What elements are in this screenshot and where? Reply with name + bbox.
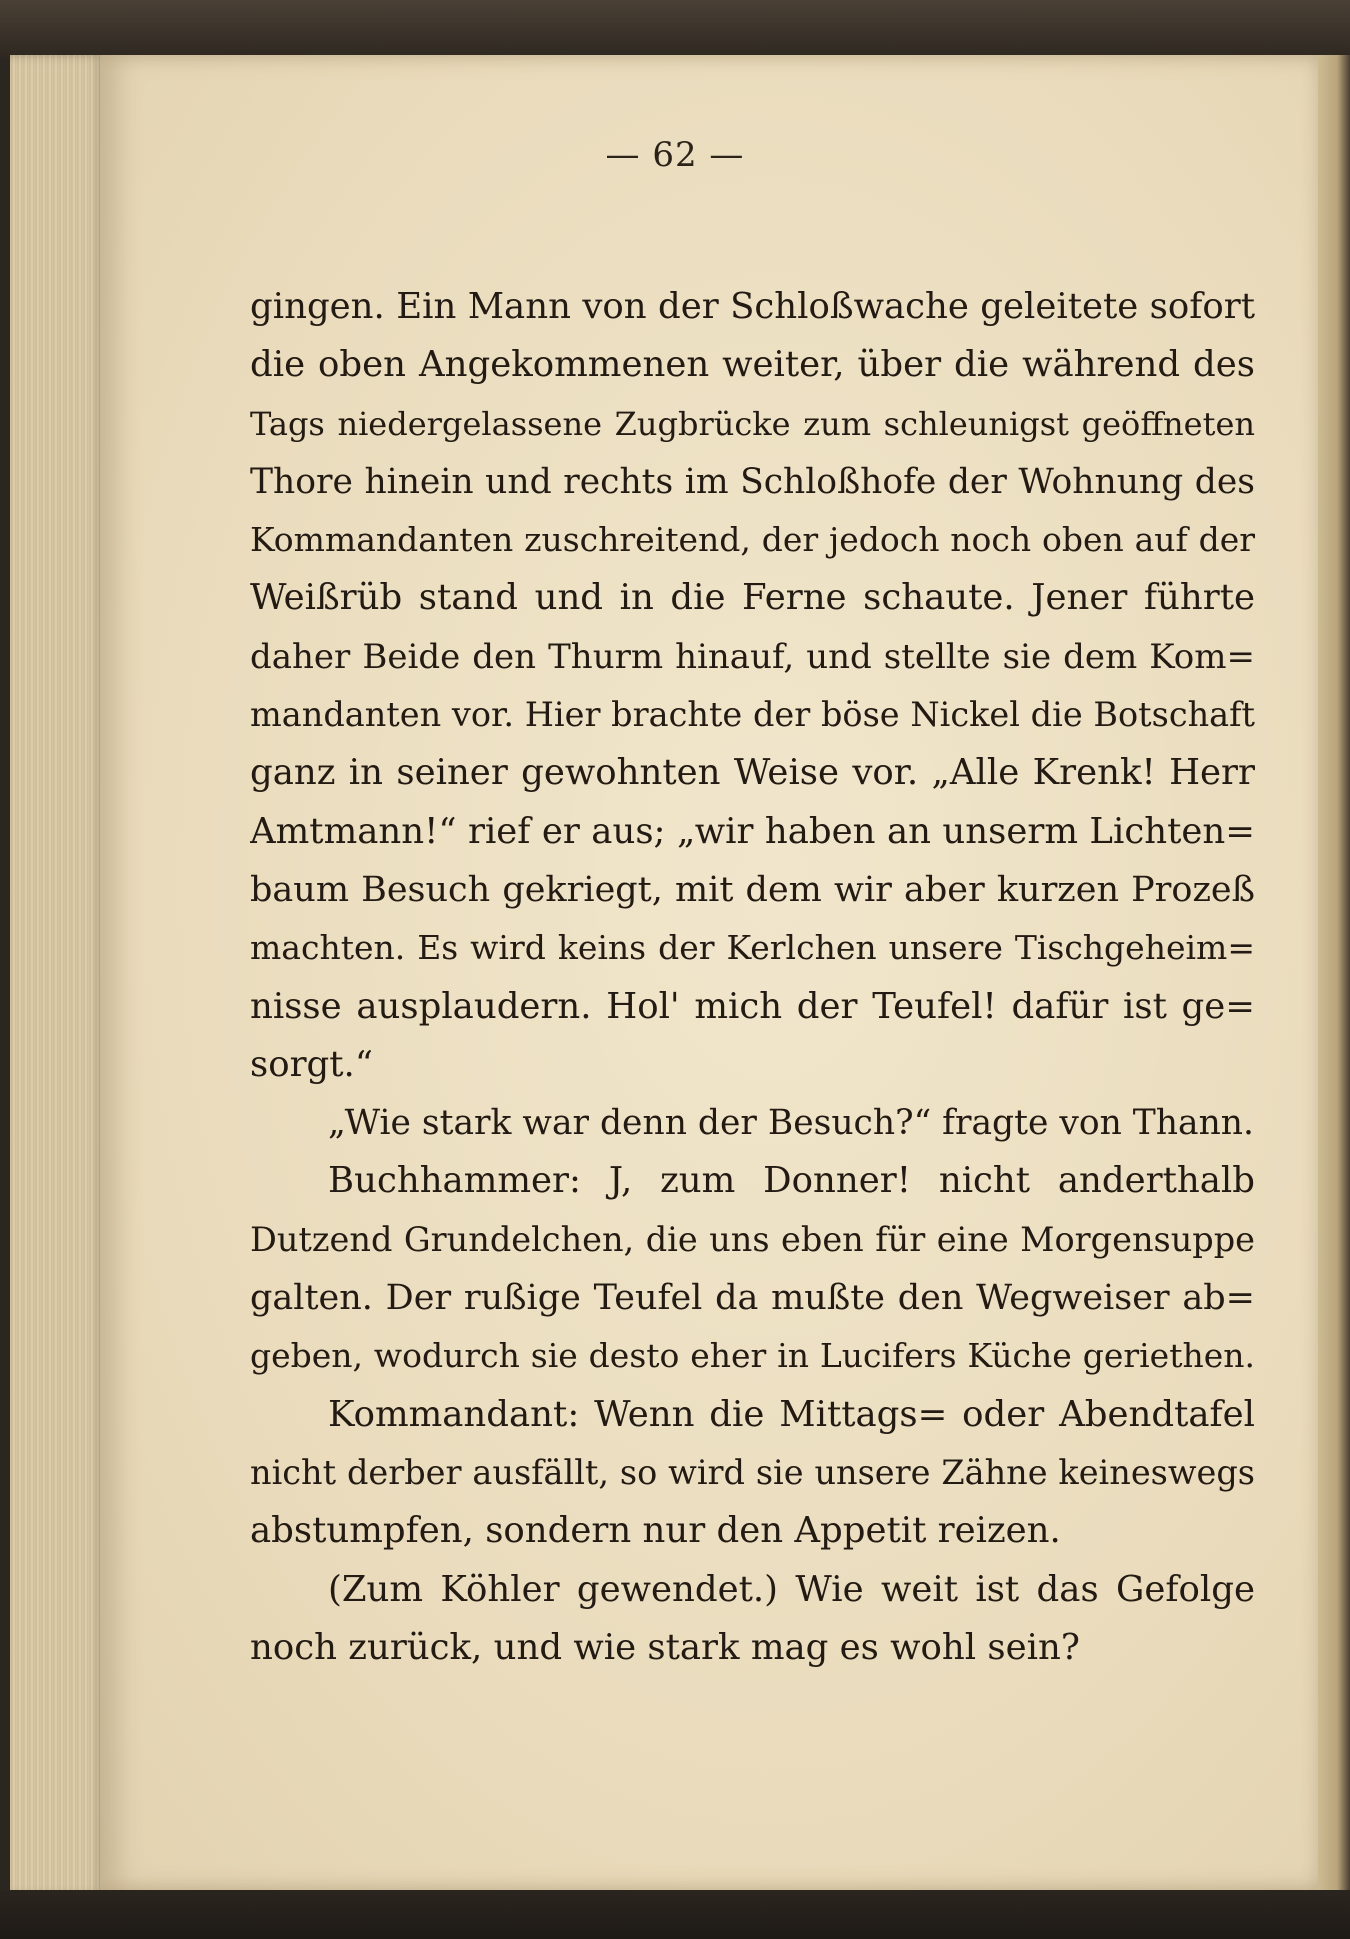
text-line: machten. Es wird keins der Kerlchen unsere Tischgeheim= xyxy=(250,928,1255,968)
text-line: Kommandanten zuschreitend, der jedoch noch oben auf der xyxy=(250,520,1255,560)
text-line: Weißrüb stand und in die Ferne schaute. Jener führte xyxy=(250,577,1255,619)
text-line: Amtmann!“ rief er aus; „wir haben an unserm Lichten= xyxy=(250,810,1255,852)
page-number: — 62 — xyxy=(605,135,745,175)
body-text xyxy=(250,278,1255,1677)
text-line: (Zum Köhler gewendet.) Wie weit ist das Gefolge xyxy=(328,1568,1255,1610)
book-bottom-edge xyxy=(0,1890,1350,1939)
text-line: mandanten vor. Hier brachte der böse Nickel die Botschaft xyxy=(250,695,1255,735)
text-line: Tags niedergelassene Zugbrücke zum schleunigst geöffneten xyxy=(250,404,1255,443)
book-top-edge xyxy=(0,0,1350,58)
text-line: galten. Der rußige Teufel da mußte den Wegweiser ab= xyxy=(250,1278,1255,1319)
text-line: noch zurück, und wie stark mag es wohl sein? xyxy=(250,1626,1080,1668)
text-line: geben, wodurch sie desto eher in Lucifers Küche geriethen. xyxy=(250,1336,1255,1376)
text-line: „Wie stark war denn der Besuch?“ fragte von Thann. xyxy=(328,1103,1254,1144)
page-stack-right xyxy=(1318,55,1350,1895)
text-line: baum Besuch gekriegt, mit dem wir aber kurzen Prozeß xyxy=(250,869,1255,910)
text-line: daher Beide den Thurm hinauf, und stellte sie dem Kom= xyxy=(250,636,1255,677)
text-line: Thore hinein und rechts im Schloßhofe der Wohnung des xyxy=(250,461,1255,502)
text-line: sorgt.“ xyxy=(250,1043,373,1085)
text-line: nisse ausplaudern. Hol' mich der Teufel! dafür ist ge= xyxy=(250,985,1255,1027)
text-line: abstumpfen, sondern nur den Appetit reizen. xyxy=(250,1510,1061,1552)
text-line: Kommandant: Wenn die Mittags= oder Abendtafel xyxy=(328,1393,1255,1435)
text-line: gingen. Ein Mann von der Schloßwache geleitete sofort xyxy=(250,286,1255,327)
text-line: nicht derber ausfällt, so wird sie unsere Zähne keineswegs xyxy=(250,1452,1255,1492)
text-line: ganz in seiner gewohnten Weise vor. „Alle Krenk! Herr xyxy=(250,752,1255,794)
text-line: Buchhammer: J, zum Donner! nicht anderthalb xyxy=(328,1160,1255,1202)
text-line: Dutzend Grundelchen, die uns eben für eine Morgensuppe xyxy=(250,1219,1255,1259)
text-line: die oben Angekommenen weiter, über die während des xyxy=(250,344,1255,386)
page-stack-left xyxy=(10,55,105,1895)
